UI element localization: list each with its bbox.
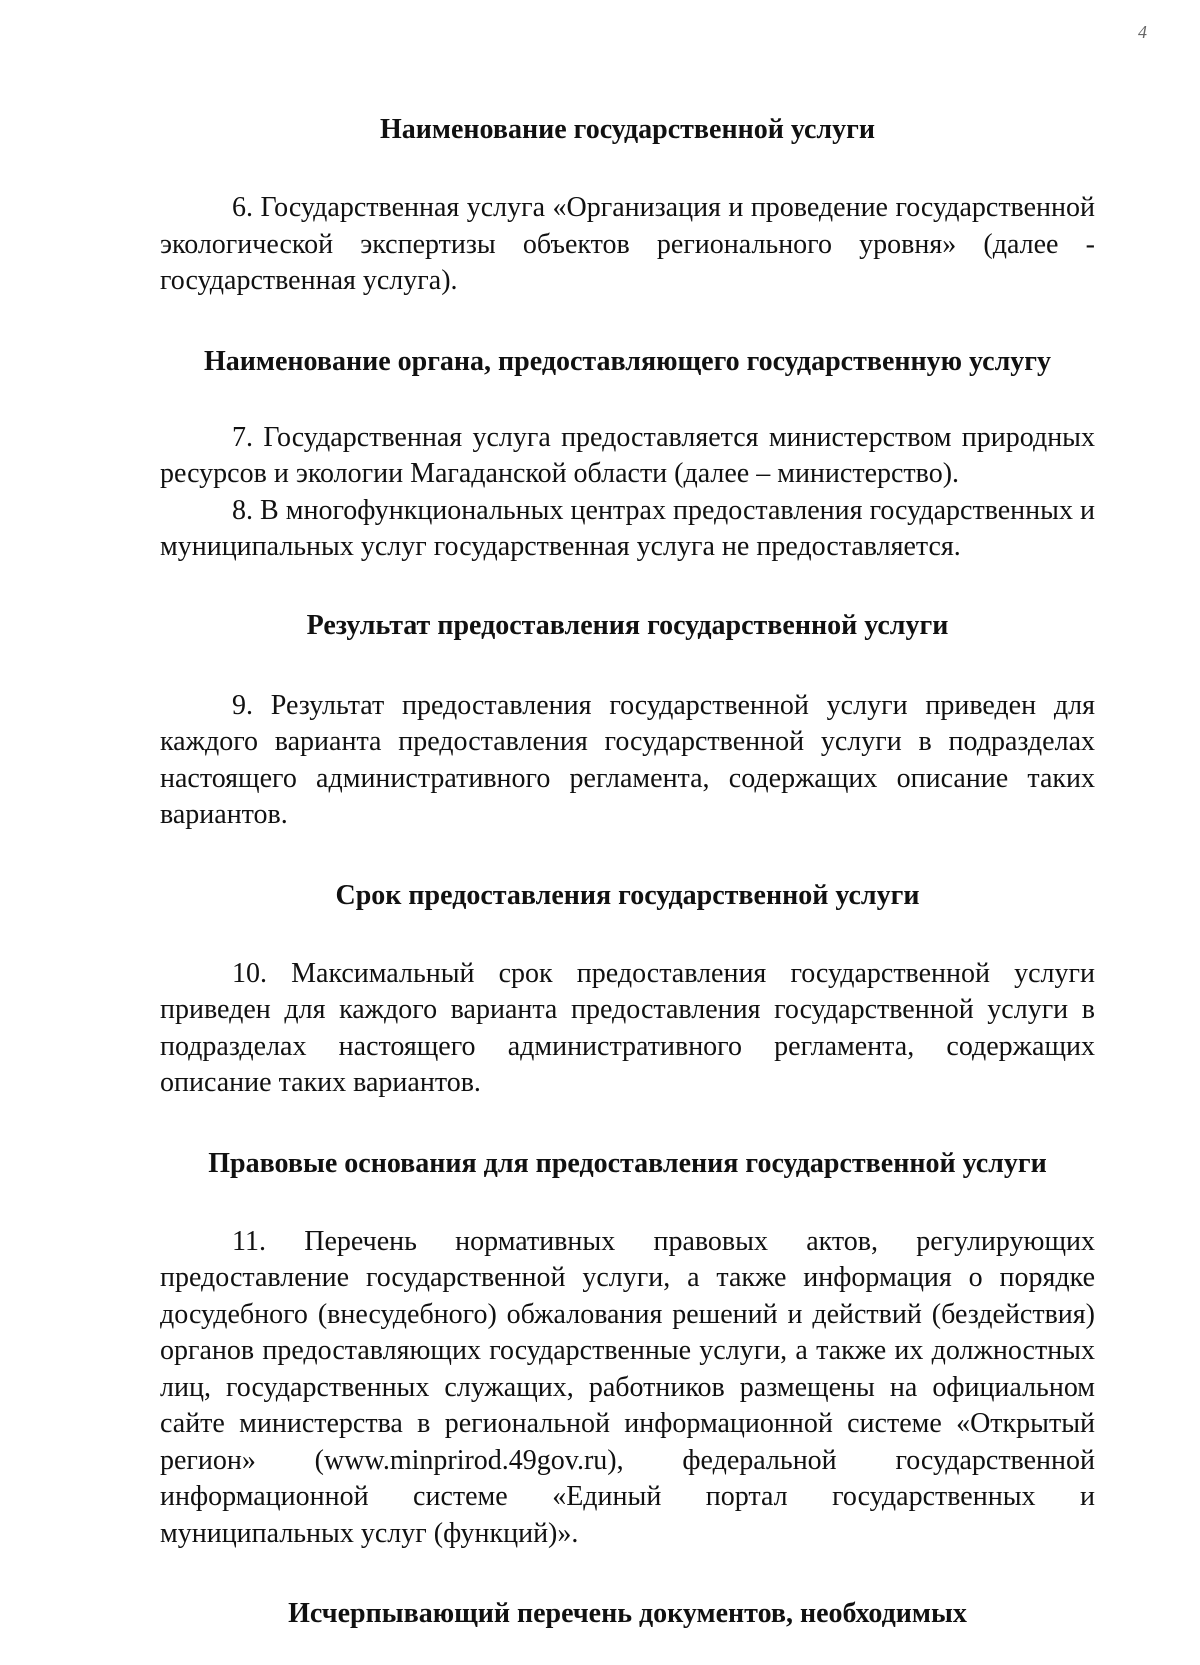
section-heading-legal-basis: Правовые основания для предоставления государственной услуги <box>208 1147 1047 1179</box>
paragraph-11: 11. Перечень нормативных правовых актов, регулирующих предоставление государственной услуги, а также информация о порядке досудебного (внесудебного) обжалования решений и действий (бездействия) органов предоставляющих государственные услуги, а также их должностных лиц, государственных служащих, работников размещены на официальном сайте министерства в региональной информационной системе «Открытый регион» (www.minprirod.49gov.ru), федеральной государственной информационной системе «Единый портал государственных и муниципальных услуг (функций)». <box>160 1225 1095 1549</box>
paragraph-7: 7. Государственная услуга предоставляется министерством природных ресурсов и экологии Магаданской области (далее – министерство). <box>160 421 1095 489</box>
section-heading-documents-list: Исчерпывающий перечень документов, необходимых <box>288 1598 967 1629</box>
section-heading-providing-body: Наименование органа, предоставляющего государственную услугу <box>203 345 1052 377</box>
paragraph-10: 10. Максимальный срок предоставления государственной услуги приведен для каждого варианта предоставления государственной услуги в подразделах настоящего административного регламента, содержащих описание таких вариантов. <box>160 957 1095 1098</box>
paragraph-9: 9. Результат предоставления государственной услуги приведен для каждого варианта предоставления государственной услуги в подразделах настоящего административного регламента, содержащих описание таких вариантов. <box>160 689 1095 830</box>
paragraph-8: 8. В многофункциональных центрах предоставления государственных и муниципальных услуг государственная услуга не предоставляется. <box>160 494 1095 562</box>
page-number-mark: 4 <box>1138 22 1147 42</box>
section-heading-term: Срок предоставления государственной услуги <box>335 879 920 911</box>
section-heading-service-name: Наименование государственной услуги <box>380 114 875 145</box>
document-body <box>160 100 1095 1632</box>
section-heading-result: Результат предоставления государственной услуги <box>306 609 949 641</box>
paragraph-6: 6. Государственная услуга «Организация и проведение государственной экологической экспертизы объектов регионального уровня» (далее - государственная услуга). <box>160 192 1095 296</box>
